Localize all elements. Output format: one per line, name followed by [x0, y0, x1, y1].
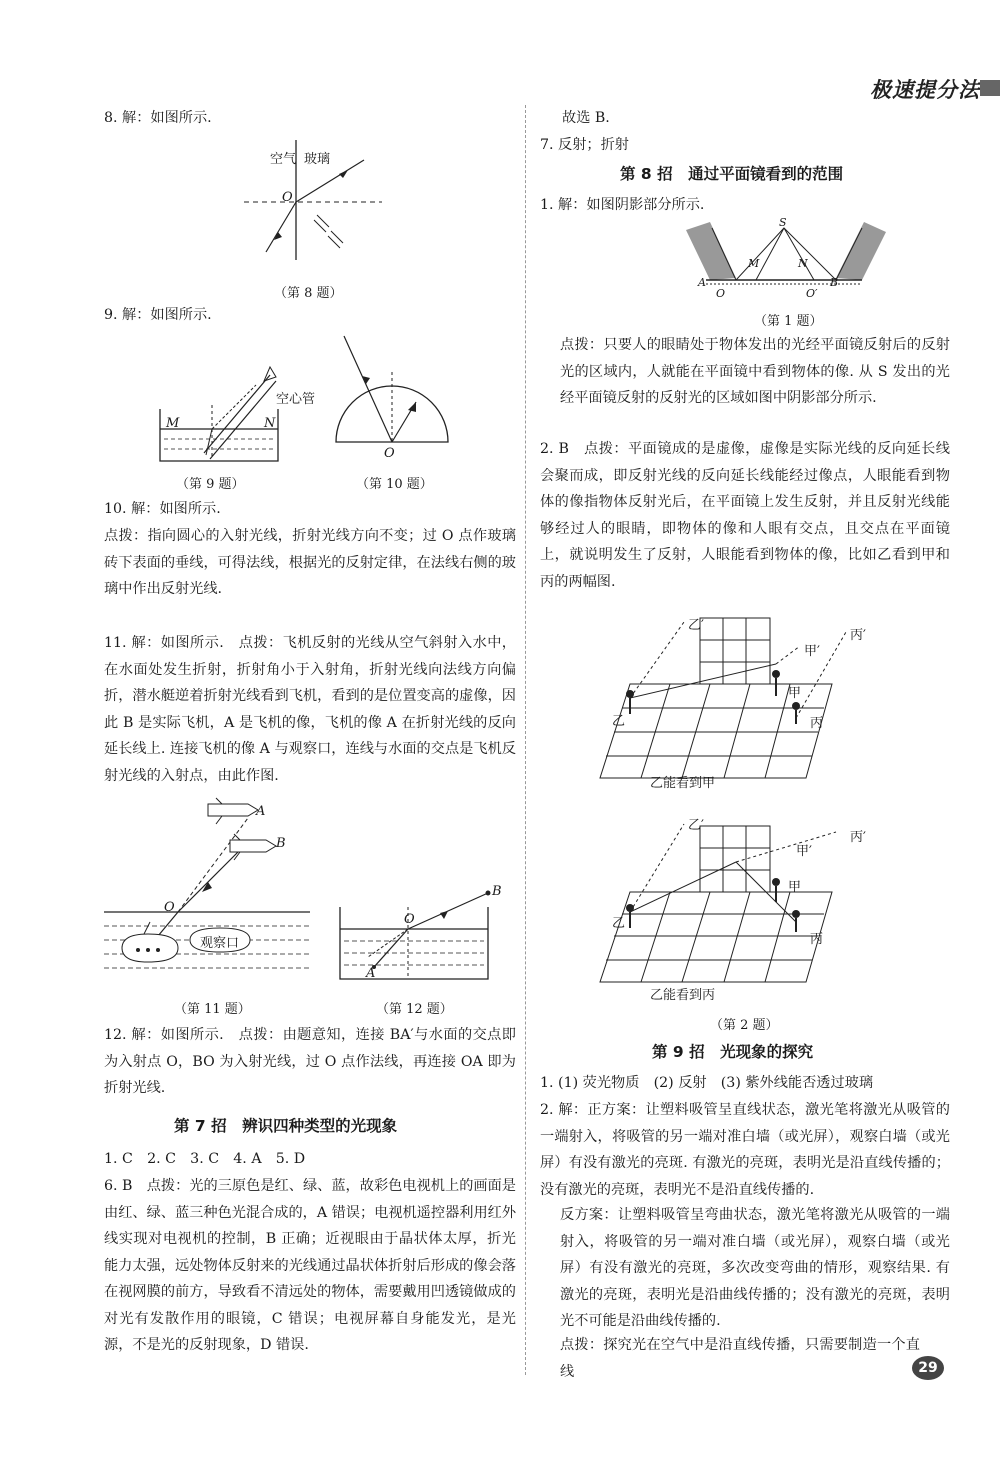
- figA-bing-image: 丙′: [850, 628, 866, 643]
- figA-jia: 甲: [788, 686, 802, 701]
- figB-jia-image: 甲′: [796, 844, 812, 859]
- fig9-caption: （第 9 题）: [176, 477, 245, 492]
- fig8-caption: （第 8 题）: [274, 286, 343, 301]
- fig11-point-b: B: [276, 836, 286, 851]
- fig1-point-n: N: [798, 257, 808, 270]
- figure-10: [336, 328, 456, 458]
- brand-logo: 极速提分法: [870, 78, 980, 102]
- section-8-q1: 1. 解：如图阴影部分所示.: [540, 197, 705, 213]
- fig8-air-label: 空气: [270, 152, 297, 167]
- figA-bing: 丙: [810, 716, 824, 731]
- column-divider: [525, 105, 526, 1375]
- fig2-caption: （第 2 题）: [710, 1018, 779, 1033]
- section-9-q2-positive: 2. 解：正方案：让塑料吸管呈直线状态，激光笔将激光从吸管的一端射入，将吸管的另一端对准白墙（或光屏），观察白墙（或光屏）有没有激光的亮斑. 有激光的亮斑，表明光是沿直线传播的；没有激光的亮斑，表明光不是沿直线传播的.: [540, 1102, 950, 1198]
- fig9-point-n: N: [264, 416, 276, 431]
- brand-bar: [980, 80, 1000, 96]
- fig11-point-a: A: [256, 804, 266, 819]
- q7-answer: 7. 反射；折射: [540, 137, 629, 153]
- q6-continuation: 故选 B.: [562, 110, 610, 126]
- q10-heading: 10. 解：如图所示.: [104, 501, 221, 517]
- figB-yi: 乙: [612, 916, 626, 931]
- fig9-point-m: M: [166, 416, 180, 431]
- fig10-point-o: O: [384, 446, 395, 461]
- fig10-caption: （第 10 题）: [356, 477, 433, 492]
- fig11-window-label: 观察口: [200, 936, 240, 951]
- fig1-point-b: B: [830, 276, 839, 289]
- figB-bing-image: 丙′: [850, 830, 866, 845]
- q12-answer: 12. 解：如图所示. 点拨：由题意知，连接 BA′与水面的交点即为入射点 O，BO 为入射光线，过 O 点作法线，再连接 OA 即为折射光线.: [104, 1027, 516, 1096]
- q8-heading: 8. 解：如图所示.: [104, 110, 212, 126]
- fig9-tube-label: 空心管: [276, 392, 316, 407]
- section-8-q2-answer: 2. B 点拨：平面镜成的是虚像，虚像是实际光线的反向延长线会聚而成，即反射光线的反向延长线能经过像点，人眼能看到物体的像指物体反射光后，在平面镜上发生反射，并且反射光线能够经过人的眼睛，即物体的像和人眼有交点，且交点在平面镜上，就说明发生了反射，人眼能看到物体的像，比如乙看到甲和丙的两幅图.: [540, 441, 950, 590]
- q10-note: 点拨：指向圆心的入射光线，折射光线方向不变；过 O 点作玻璃砖下表面的垂线，可得法线，根据光的反射定律，在法线右侧的玻璃中作出反射光线.: [104, 528, 516, 597]
- figA-jia-image: 甲′: [804, 644, 820, 659]
- section-9-title: 第 9 招 光现象的探究: [652, 1043, 814, 1061]
- q11-answer: 11. 解：如图所示. 点拨：飞机反射的光线从空气斜射入水中，在水面处发生折射，折射角小于入射角，折射光线向法线方向偏折，潜水艇逆着折射光线看到飞机，看到的是位置变高的虚像，因此 B 是实际飞机，A 是飞机的像，飞机的像 A 在折射光线的反向延长线上. 连接飞机的像 A 与观察口，连线与水面的交点是飞机反射光线的入射点，由此作图.: [104, 635, 516, 784]
- figure-9: [160, 355, 300, 465]
- fig12-point-a: A: [366, 966, 376, 981]
- fig1-point-a: A: [698, 276, 706, 289]
- figA-yi-image: 乙′: [688, 618, 704, 633]
- fig8-glass-label: 玻璃: [304, 152, 331, 167]
- figA-caption: 乙能看到甲: [650, 776, 716, 791]
- figA-yi: 乙: [612, 714, 626, 729]
- page-number: 29: [912, 1356, 944, 1380]
- fig1-point-s: S: [779, 216, 787, 229]
- section-9-q1: 1. (1) 荧光物质 (2) 反射 (3) 紫外线能否透过玻璃: [540, 1075, 874, 1091]
- fig12-point-b: B: [492, 884, 502, 899]
- figure-2-top: [600, 618, 900, 798]
- section-7-answers: 1. C 2. C 3. C 4. A 5. D: [104, 1151, 306, 1167]
- figure-11: [104, 800, 314, 980]
- fig1-point-o-prime: O′: [806, 287, 818, 300]
- section-8-title: 第 8 招 通过平面镜看到的范围: [620, 165, 844, 183]
- fig12-point-o: O: [404, 912, 415, 927]
- section-7-title: 第 7 招 辨识四种类型的光现象: [174, 1117, 398, 1135]
- figure-12: [340, 885, 500, 985]
- fig11-caption: （第 11 题）: [174, 1002, 251, 1017]
- fig11-point-o: O: [164, 900, 175, 915]
- figB-bing: 丙: [810, 932, 824, 947]
- figB-yi-image: 乙′: [688, 818, 704, 833]
- fig8-point-o: O: [282, 190, 293, 205]
- fig1-caption: （第 1 题）: [754, 314, 823, 329]
- section-9-q2-note: 点拨：探究光在空气中是沿直线传播，只需要制造一个直线: [560, 1337, 920, 1380]
- fig1-point-o: O: [716, 287, 726, 300]
- fig1-point-m: M: [748, 257, 760, 270]
- fig12-caption: （第 12 题）: [376, 1002, 453, 1017]
- figB-jia: 甲: [788, 880, 802, 895]
- q9-heading: 9. 解：如图所示.: [104, 307, 212, 323]
- figB-caption: 乙能看到丙: [650, 988, 716, 1003]
- section-8-q1-note: 点拨：只要人的眼睛处于物体发出的光经平面镜反射后的反射光的区域内，人就能在平面镜中看到物体的像. 从 S 发出的光经平面镜反射的反射光的区域如图中阴影部分所示.: [560, 337, 950, 406]
- section-9-q2-negative: 反方案：让塑料吸管呈弯曲状态，激光笔将激光从吸管的一端射入，将吸管的另一端对准白墙（或光屏），观察白墙（或光屏）有没有激光的亮斑，多次改变弯曲的情形，观察结果. 有激光的亮斑，表明光是沿曲线传播的；没有激光的亮斑，表明光不可能是沿曲线传播的.: [560, 1207, 950, 1329]
- q6-answer: 6. B 点拨：光的三原色是红、绿、蓝，故彩色电视机上的画面是由红、绿、蓝三种色光混合成的，A 错误；电视机遥控器利用红外线实现对电视机的控制，B 正确；近视眼由于晶状体太厚，折光能力太强，远处物体反射来的光线通过晶状体折射后形成的像会落在视网膜的前方，导致看不清远处的物体，需要戴用凹透镜做成的对光有发散作用的眼镜，C 错误；电视屏幕自身能发光，是光源，不是光的反射现象，D 错误.: [104, 1178, 517, 1353]
